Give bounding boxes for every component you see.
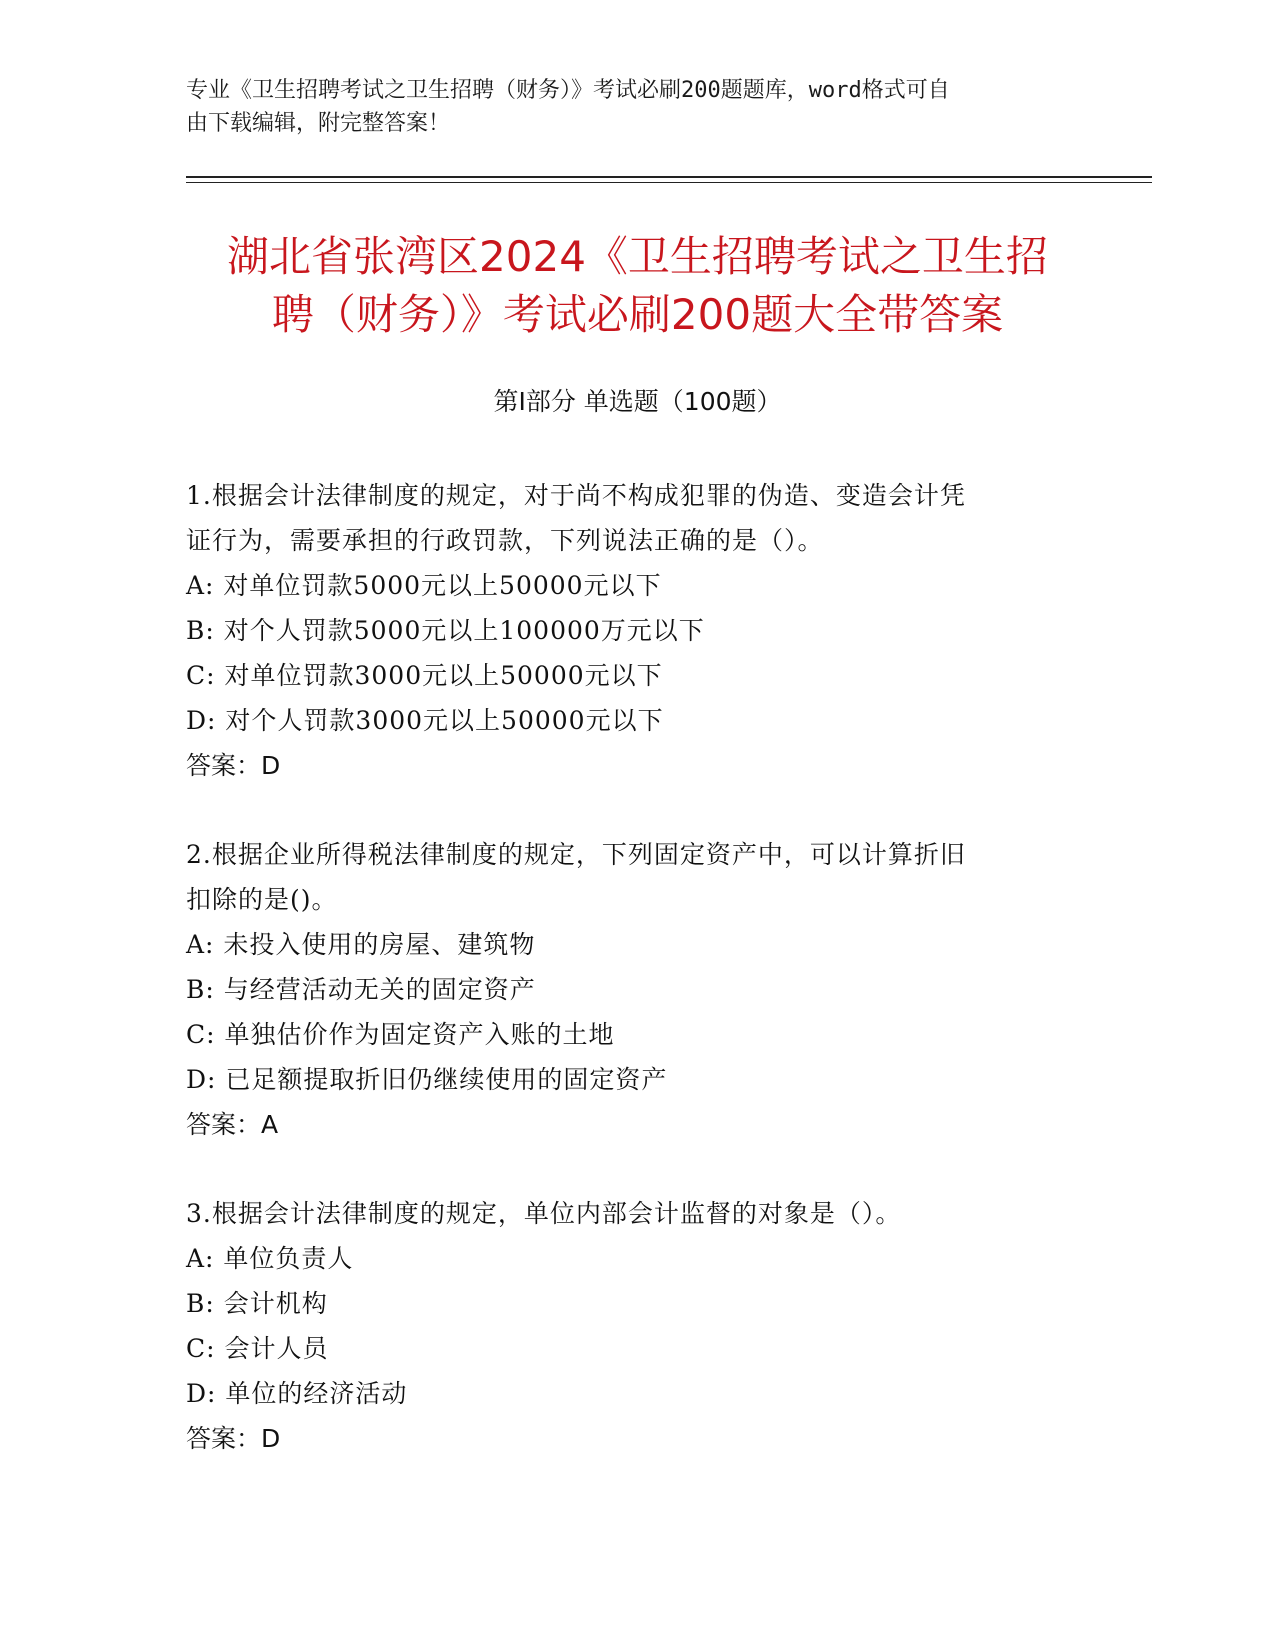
option-c: C: 对单位罚款3000元以上50000元以下 — [186, 661, 663, 690]
header-divider-thin — [186, 182, 1152, 183]
question-stem-line: 3.根据会计法律制度的规定，单位内部会计监督的对象是（）。 — [186, 1199, 902, 1228]
question-1 — [186, 473, 1086, 788]
answer: 答案：A — [186, 1110, 279, 1139]
question-list — [186, 473, 1086, 1505]
document-title-line-1: 湖北省张湾区2024《卫生招聘考试之卫生招 — [227, 232, 1048, 281]
header-note-line-2: 由下载编辑，附完整答案！ — [186, 111, 451, 136]
header-note-line-1: 专业《卫生招聘考试之卫生招聘（财务）》考试必刷200题题库，word格式可自 — [186, 78, 950, 103]
header-note — [186, 74, 1076, 140]
option-c: C: 会计人员 — [186, 1334, 329, 1363]
question-stem-line: 1.根据会计法律制度的规定，对于尚不构成犯罪的伪造、变造会计凭 — [186, 481, 966, 510]
option-a: A: 单位负责人 — [186, 1244, 354, 1273]
header-divider-thick — [186, 176, 1152, 178]
answer: 答案：D — [186, 751, 281, 780]
option-d: D: 已足额提取折旧仍继续使用的固定资产 — [186, 1065, 668, 1094]
option-c: C: 单独估价作为固定资产入账的土地 — [186, 1020, 615, 1049]
option-b: B: 会计机构 — [186, 1289, 328, 1318]
option-a: A: 对单位罚款5000元以上50000元以下 — [186, 571, 662, 600]
option-b: B: 对个人罚款5000元以上100000万元以下 — [186, 616, 705, 645]
question-stem-line: 证行为，需要承担的行政罚款，下列说法正确的是（）。 — [186, 526, 824, 555]
answer: 答案：D — [186, 1424, 281, 1453]
question-2 — [186, 832, 1086, 1147]
question-stem-line: 2.根据企业所得税法律制度的规定，下列固定资产中，可以计算折旧 — [186, 840, 966, 869]
document-title — [150, 228, 1125, 344]
option-a: A: 未投入使用的房屋、建筑物 — [186, 930, 536, 959]
question-3 — [186, 1191, 1086, 1461]
section-heading: 第I部分 单选题（100题） — [493, 387, 782, 416]
question-stem-line: 扣除的是()。 — [186, 885, 338, 914]
document-title-line-2: 聘（财务）》考试必刷200题大全带答案 — [271, 290, 1004, 339]
option-b: B: 与经营活动无关的固定资产 — [186, 975, 536, 1004]
option-d: D: 单位的经济活动 — [186, 1379, 408, 1408]
option-d: D: 对个人罚款3000元以上50000元以下 — [186, 706, 664, 735]
